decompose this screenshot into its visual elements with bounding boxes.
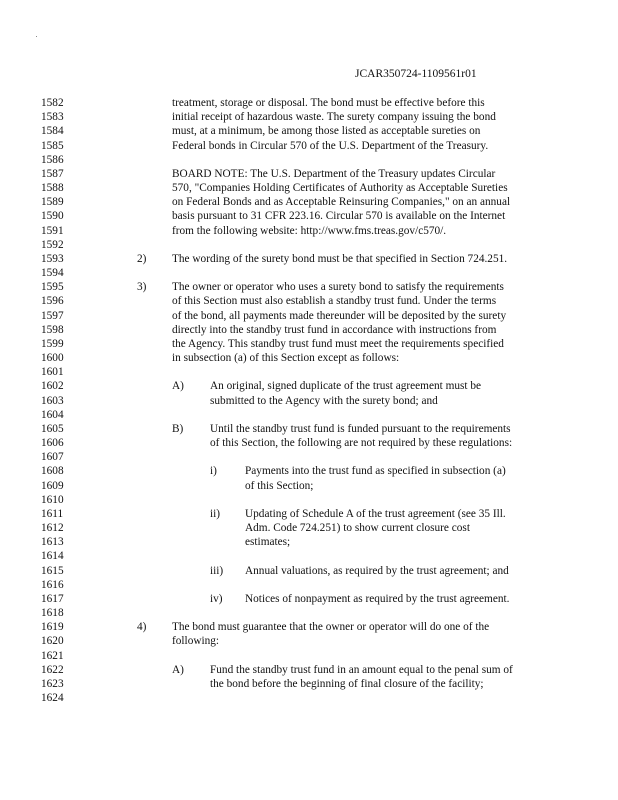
list-label: A) xyxy=(172,380,184,393)
line-number: 1582 xyxy=(41,97,64,109)
document-line xyxy=(0,507,618,521)
line-text: from the following website: http://www.fms.treas.gov/c570/. xyxy=(172,224,447,237)
document-line xyxy=(0,464,618,478)
line-text: The bond must guarantee that the owner or operator will do one of the xyxy=(172,621,490,634)
line-text: the bond before the beginning of final closure of the facility; xyxy=(210,677,484,690)
line-number: 1603 xyxy=(41,394,64,407)
line-number: 1584 xyxy=(41,125,64,138)
line-number: 1615 xyxy=(41,564,64,577)
document-line xyxy=(0,606,618,620)
line-number: 1585 xyxy=(41,139,64,152)
document-line xyxy=(0,209,618,223)
line-number: 1616 xyxy=(41,578,64,591)
document-line xyxy=(0,124,618,138)
line-number: 1621 xyxy=(41,649,64,662)
document-line xyxy=(0,592,618,606)
line-text: basis pursuant to 31 CFR 223.16. Circular 570 is available on the Internet xyxy=(172,210,506,223)
line-text: estimates; xyxy=(245,536,291,549)
document-line xyxy=(0,620,618,634)
line-text: 570, "Companies Holding Certificates of Authority as Acceptable Sureties xyxy=(172,182,508,195)
document-line xyxy=(0,493,618,507)
document-line xyxy=(0,649,618,663)
line-number: 1586 xyxy=(41,153,64,166)
line-number: 1611 xyxy=(41,507,64,520)
line-text: initial receipt of hazardous waste. The surety company issuing the bond xyxy=(172,111,496,124)
list-label: B) xyxy=(172,422,184,435)
list-label: ii) xyxy=(210,507,221,520)
document-line xyxy=(0,153,618,167)
document-line xyxy=(0,564,618,578)
document-line xyxy=(0,337,618,351)
document-line xyxy=(0,167,618,181)
line-number: 1604 xyxy=(41,408,64,421)
document-line xyxy=(0,479,618,493)
list-label: 2) xyxy=(137,252,147,265)
line-number: 1609 xyxy=(41,479,64,492)
list-label: iv) xyxy=(210,592,223,605)
line-number: 1614 xyxy=(41,550,64,563)
document-line xyxy=(0,436,618,450)
list-label: i) xyxy=(210,465,217,478)
line-number: 1622 xyxy=(41,663,64,676)
line-number: 1599 xyxy=(41,337,64,350)
document-line xyxy=(0,663,618,677)
line-number: 1583 xyxy=(41,111,64,124)
document-line xyxy=(0,351,618,365)
line-number: 1607 xyxy=(41,451,64,464)
line-text: of the bond, all payments made thereunder will be deposited by the surety xyxy=(172,309,507,322)
scan-speck xyxy=(36,36,37,37)
document-line xyxy=(0,549,618,563)
line-number: 1595 xyxy=(41,281,64,294)
list-label: iii) xyxy=(210,564,224,577)
document-line xyxy=(0,677,618,691)
line-text: of this Section must also establish a standby trust fund. Under the terms xyxy=(172,295,497,308)
line-text: The owner or operator who uses a surety bond to satisfy the requirements xyxy=(172,281,504,294)
line-number: 1592 xyxy=(41,238,64,251)
document-line xyxy=(0,323,618,337)
document-line xyxy=(0,422,618,436)
line-text: of this Section; xyxy=(245,479,314,492)
line-text: Updating of Schedule A of the trust agreement (see 35 Ill. xyxy=(245,507,506,520)
document-line xyxy=(0,280,618,294)
line-number: 1624 xyxy=(41,692,64,705)
list-label: 3) xyxy=(137,281,147,294)
line-text: submitted to the Agency with the surety bond; and xyxy=(210,394,438,407)
document-line xyxy=(0,365,618,379)
line-number: 1620 xyxy=(41,635,64,648)
document-line xyxy=(0,294,618,308)
line-text: Payments into the trust fund as specified in subsection (a) xyxy=(245,465,506,478)
document-line xyxy=(0,394,618,408)
line-text: An original, signed duplicate of the trust agreement must be xyxy=(210,380,482,393)
document-line xyxy=(0,96,618,110)
line-text: on Federal Bonds and as Acceptable Reinsuring Companies," on an annual xyxy=(172,196,511,209)
line-text: in subsection (a) of this Section except as follows: xyxy=(172,352,400,365)
line-number: 1617 xyxy=(41,592,64,605)
line-number: 1605 xyxy=(41,422,64,435)
document-line xyxy=(0,110,618,124)
line-text: following: xyxy=(172,635,220,648)
list-label: A) xyxy=(172,663,184,676)
document-line xyxy=(0,521,618,535)
line-number: 1596 xyxy=(41,295,64,308)
line-number: 1612 xyxy=(41,522,64,535)
line-number: 1619 xyxy=(41,621,64,634)
document-line xyxy=(0,266,618,280)
document-line xyxy=(0,379,618,393)
line-text: of this Section, the following are not required by these regulations: xyxy=(210,437,513,450)
document-line xyxy=(0,224,618,238)
document-line xyxy=(0,634,618,648)
document-line xyxy=(0,450,618,464)
document-line xyxy=(0,238,618,252)
document-line xyxy=(0,252,618,266)
line-number: 1606 xyxy=(41,437,64,450)
line-number: 1589 xyxy=(41,196,64,209)
line-number: 1587 xyxy=(41,167,64,180)
line-number: 1593 xyxy=(41,252,64,265)
line-number: 1623 xyxy=(41,677,64,690)
line-text: must, at a minimum, be among those listed as acceptable sureties on xyxy=(172,125,481,138)
list-label: 4) xyxy=(137,621,147,634)
line-number: 1591 xyxy=(41,224,64,237)
document-line xyxy=(0,309,618,323)
line-text: Fund the standby trust fund in an amount equal to the penal sum of xyxy=(210,663,513,676)
line-number: 1608 xyxy=(41,465,64,478)
line-number: 1594 xyxy=(41,267,64,280)
line-number: 1613 xyxy=(41,536,64,549)
line-number: 1598 xyxy=(41,323,64,336)
line-number: 1618 xyxy=(41,607,64,620)
line-number: 1602 xyxy=(41,380,64,393)
line-number: 1588 xyxy=(41,182,64,195)
line-text: Annual valuations, as required by the trust agreement; and xyxy=(245,564,509,577)
document-line xyxy=(0,181,618,195)
line-text: directly into the standby trust fund in accordance with instructions from xyxy=(172,323,497,336)
line-text: Until the standby trust fund is funded pursuant to the requirements xyxy=(210,422,511,435)
document-line xyxy=(0,535,618,549)
document-line xyxy=(0,578,618,592)
document-id-header: JCAR350724-1109561r01 xyxy=(355,68,477,80)
line-text: BOARD NOTE: The U.S. Department of the Treasury updates Circular xyxy=(172,167,496,180)
document-line xyxy=(0,408,618,422)
line-number: 1600 xyxy=(41,352,64,365)
document-line xyxy=(0,691,618,705)
document-line xyxy=(0,195,618,209)
line-text: the Agency. This standby trust fund must meet the requirements specified xyxy=(172,337,504,350)
line-number: 1610 xyxy=(41,493,64,506)
line-text: Notices of nonpayment as required by the trust agreement. xyxy=(245,592,510,605)
document-line xyxy=(0,139,618,153)
line-text: treatment, storage or disposal. The bond must be effective before this xyxy=(172,97,485,109)
line-number: 1590 xyxy=(41,210,64,223)
line-text: Federal bonds in Circular 570 of the U.S. Department of the Treasury. xyxy=(172,139,489,152)
line-number: 1601 xyxy=(41,366,64,379)
line-text: Adm. Code 724.251) to show current closure cost xyxy=(245,522,470,535)
line-text: The wording of the surety bond must be that specified in Section 724.251. xyxy=(172,252,508,265)
line-number: 1597 xyxy=(41,309,64,322)
